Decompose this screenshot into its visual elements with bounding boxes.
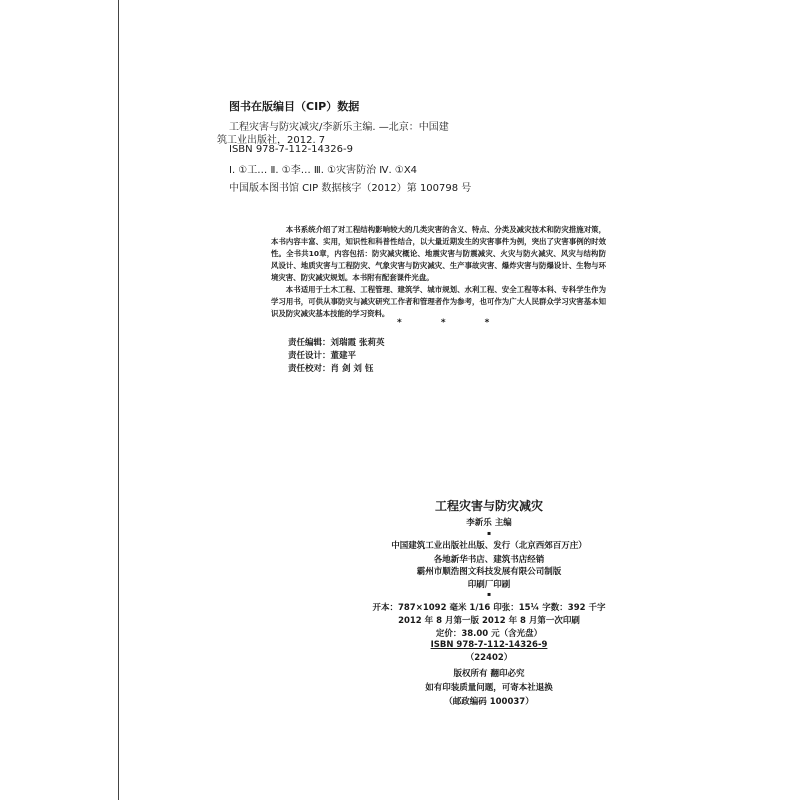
- colophon-bullet-1: ▪: [486, 530, 492, 537]
- separator-stars: * * *: [397, 318, 508, 328]
- copyright-page: [118, 0, 800, 800]
- colophon-author: 李新乐 主编: [466, 518, 512, 528]
- cip-line-1: 工程灾害与防灾减灾/李新乐主编. —北京：中国建: [229, 122, 449, 133]
- cip-core-number: 中国版本图书馆 CIP 数据核字（2012）第 100798 号: [229, 183, 472, 194]
- credit-proofreader: 责任校对：肖 剑 刘 钰: [288, 364, 374, 374]
- colophon-typesetter: 霸州市顺浩图文科技发展有限公司制版: [416, 567, 562, 577]
- summary-paragraph-1: 本书系统介绍了对工程结构影响较大的几类灾害的含义、特点、分类及减灾技术和防灾措施对策，本书内容丰富、实用，知识性和科普性结合，以大量近期发生的灾害事件为例，突出了灾害事例的时效性。全书共10章，内容包括：防灾减灾概论、地震灾害与防震减灾、火灾与防火减灾、风灾与结构防风设计、地质灾害与工程防灾、气象灾害与防灾减灾、生产事故灾害、爆炸灾害与防爆设计、生物与环境灾害、防灾减灾规划。本书附有配套课件光盘。: [271, 225, 606, 282]
- colophon-book-title: 工程灾害与防灾减灾: [434, 499, 543, 513]
- colophon-code: （22402）: [465, 653, 513, 663]
- colophon-specs: 开本：787×1092 毫米 1/16 印张：15¼ 字数：392 千字: [372, 603, 606, 613]
- colophon-publisher: 中国建筑工业出版社出版、发行（北京西郊百万庄）: [391, 541, 587, 551]
- credit-editor: 责任编辑：刘瑞霞 张莉英: [288, 338, 385, 348]
- colophon-return-notice: 如有印装质量问题，可寄本社退换: [425, 683, 553, 693]
- credit-designer: 责任设计：董建平: [288, 351, 357, 361]
- colophon-isbn: ISBN 978-7-112-14326-9: [430, 640, 548, 650]
- cip-title: 图书在版编目（CIP）数据: [229, 100, 360, 113]
- cip-line-2: 筑工业出版社，2012. 7: [217, 135, 326, 146]
- colophon-distributor: 各地新华书店、建筑书店经销: [433, 555, 545, 565]
- summary-paragraph-2: 本书适用于土木工程、工程管理、建筑学、城市规划、水利工程、安全工程等本科、专科学生作为学习用书，可供从事防灾与减灾研究工作者和管理者作为参考，也可作为广大人民群众学习灾害基本知识及防灾减灾基本技能的学习资料。: [271, 285, 606, 318]
- colophon-printer: 印刷厂印刷: [467, 580, 511, 590]
- cip-isbn: ISBN 978-7-112-14326-9: [229, 144, 353, 155]
- colophon-rights: 版权所有 翻印必究: [453, 669, 525, 679]
- book-summary: [271, 224, 606, 320]
- colophon-bullet-2: ▪: [486, 591, 492, 598]
- colophon-postcode: （邮政编码 100037）: [444, 697, 534, 707]
- cip-classification: Ⅰ. ①工… Ⅱ. ①李… Ⅲ. ①灾害防治 Ⅳ. ①X4: [229, 165, 418, 176]
- colophon-price: 定价：38.00 元（含光盘）: [435, 629, 543, 639]
- colophon-edition: 2012 年 8 月第一版 2012 年 8 月第一次印刷: [398, 616, 580, 626]
